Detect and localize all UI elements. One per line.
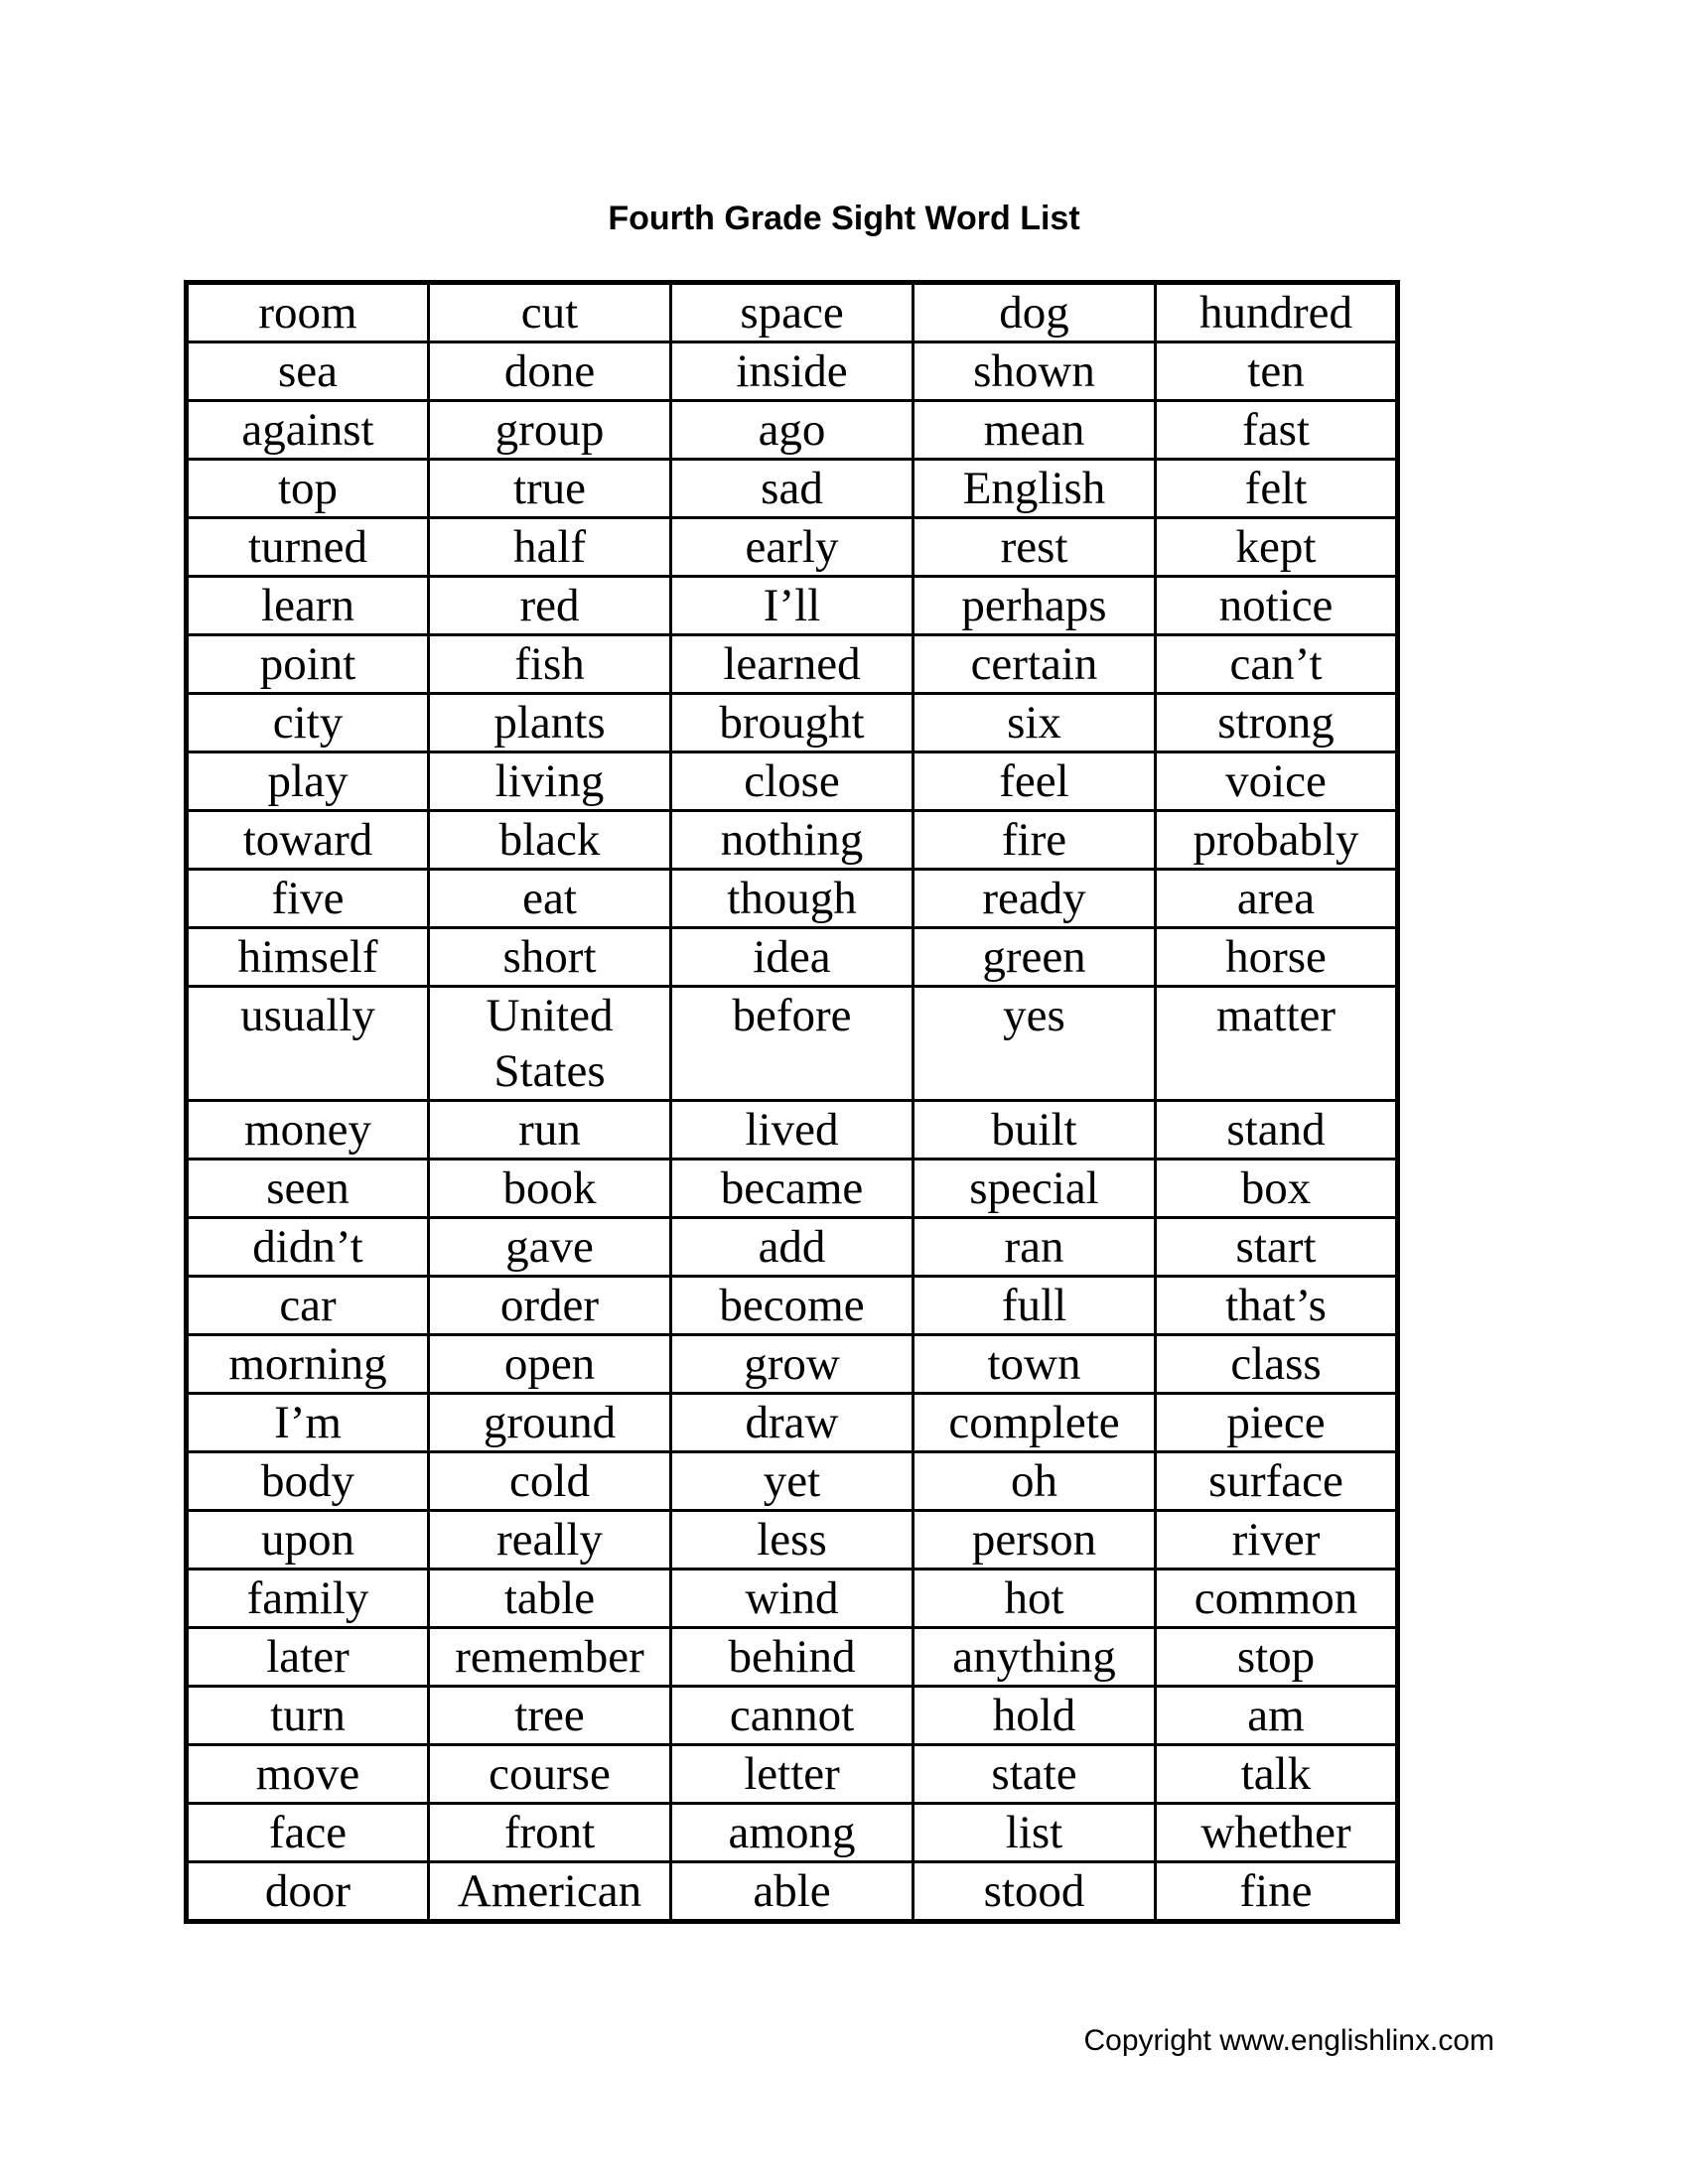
word-cell: table xyxy=(429,1570,671,1628)
table-row xyxy=(187,1101,1398,1160)
word-cell: kept xyxy=(1156,518,1398,577)
word-cell: whether xyxy=(1156,1804,1398,1862)
word-cell: money xyxy=(187,1101,429,1160)
word-cell: play xyxy=(187,752,429,811)
word-cell: that’s xyxy=(1156,1277,1398,1335)
word-cell: voice xyxy=(1156,752,1398,811)
word-cell: list xyxy=(914,1804,1156,1862)
word-cell: group xyxy=(429,401,671,460)
word-cell: didn’t xyxy=(187,1218,429,1277)
word-cell: idea xyxy=(671,928,914,987)
word-cell: can’t xyxy=(1156,635,1398,694)
table-row xyxy=(187,460,1398,518)
word-cell: later xyxy=(187,1628,429,1687)
table-row xyxy=(187,1160,1398,1218)
word-cell: open xyxy=(429,1335,671,1394)
table-row xyxy=(187,635,1398,694)
word-cell: person xyxy=(914,1511,1156,1570)
word-cell: river xyxy=(1156,1511,1398,1570)
table-row xyxy=(187,1511,1398,1570)
word-cell: cannot xyxy=(671,1687,914,1745)
word-cell: hot xyxy=(914,1570,1156,1628)
table-row xyxy=(187,694,1398,752)
word-cell: car xyxy=(187,1277,429,1335)
word-cell: seen xyxy=(187,1160,429,1218)
word-cell: tree xyxy=(429,1687,671,1745)
word-cell: green xyxy=(914,928,1156,987)
table-row xyxy=(187,1394,1398,1452)
word-cell: feel xyxy=(914,752,1156,811)
word-cell: among xyxy=(671,1804,914,1862)
table-row xyxy=(187,928,1398,987)
word-cell: built xyxy=(914,1101,1156,1160)
table-row xyxy=(187,1745,1398,1804)
word-cell: wind xyxy=(671,1570,914,1628)
table-row xyxy=(187,342,1398,401)
word-cell: special xyxy=(914,1160,1156,1218)
word-cell: inside xyxy=(671,342,914,401)
word-cell: ten xyxy=(1156,342,1398,401)
table-row xyxy=(187,518,1398,577)
table-row xyxy=(187,577,1398,635)
word-cell: black xyxy=(429,811,671,870)
word-cell: complete xyxy=(914,1394,1156,1452)
sight-word-table xyxy=(184,280,1400,1924)
table-row xyxy=(187,870,1398,928)
word-cell: city xyxy=(187,694,429,752)
word-cell: plants xyxy=(429,694,671,752)
word-cell: before xyxy=(671,987,914,1101)
word-cell: fine xyxy=(1156,1862,1398,1922)
word-cell: ground xyxy=(429,1394,671,1452)
word-cell: really xyxy=(429,1511,671,1570)
word-cell: five xyxy=(187,870,429,928)
word-cell: usually xyxy=(187,987,429,1101)
word-cell: hundred xyxy=(1156,283,1398,342)
word-cell: gave xyxy=(429,1218,671,1277)
table-row xyxy=(187,1218,1398,1277)
table-row xyxy=(187,752,1398,811)
word-cell: point xyxy=(187,635,429,694)
word-cell: start xyxy=(1156,1218,1398,1277)
word-cell: room xyxy=(187,283,429,342)
table-row xyxy=(187,1628,1398,1687)
word-cell: add xyxy=(671,1218,914,1277)
word-cell: less xyxy=(671,1511,914,1570)
word-cell: town xyxy=(914,1335,1156,1394)
word-cell: move xyxy=(187,1745,429,1804)
word-cell: class xyxy=(1156,1335,1398,1394)
word-cell: English xyxy=(914,460,1156,518)
word-cell: half xyxy=(429,518,671,577)
word-cell: box xyxy=(1156,1160,1398,1218)
word-cell: cut xyxy=(429,283,671,342)
sight-word-table-body xyxy=(187,283,1398,1922)
word-cell: stood xyxy=(914,1862,1156,1922)
word-cell: grow xyxy=(671,1335,914,1394)
word-cell: living xyxy=(429,752,671,811)
word-cell: common xyxy=(1156,1570,1398,1628)
table-row xyxy=(187,1804,1398,1862)
word-cell: anything xyxy=(914,1628,1156,1687)
word-cell: I’ll xyxy=(671,577,914,635)
word-cell: fast xyxy=(1156,401,1398,460)
word-cell: shown xyxy=(914,342,1156,401)
word-cell: able xyxy=(671,1862,914,1922)
word-cell: became xyxy=(671,1160,914,1218)
word-cell: ago xyxy=(671,401,914,460)
word-cell: family xyxy=(187,1570,429,1628)
table-row xyxy=(187,1862,1398,1922)
word-cell: am xyxy=(1156,1687,1398,1745)
word-cell: toward xyxy=(187,811,429,870)
word-cell: red xyxy=(429,577,671,635)
word-cell: done xyxy=(429,342,671,401)
word-cell: space xyxy=(671,283,914,342)
word-cell: learn xyxy=(187,577,429,635)
word-cell: area xyxy=(1156,870,1398,928)
word-cell: short xyxy=(429,928,671,987)
word-cell: morning xyxy=(187,1335,429,1394)
word-cell: perhaps xyxy=(914,577,1156,635)
word-cell: brought xyxy=(671,694,914,752)
word-cell: probably xyxy=(1156,811,1398,870)
table-row xyxy=(187,283,1398,342)
word-cell: order xyxy=(429,1277,671,1335)
table-row xyxy=(187,987,1398,1101)
word-cell: felt xyxy=(1156,460,1398,518)
word-cell: become xyxy=(671,1277,914,1335)
word-cell: himself xyxy=(187,928,429,987)
word-cell: lived xyxy=(671,1101,914,1160)
word-cell: talk xyxy=(1156,1745,1398,1804)
table-row xyxy=(187,1277,1398,1335)
table-row xyxy=(187,1335,1398,1394)
word-cell: yet xyxy=(671,1452,914,1511)
copyright-text: Copyright www.englishlinx.com xyxy=(1083,2024,1494,2057)
word-cell: matter xyxy=(1156,987,1398,1101)
word-cell: strong xyxy=(1156,694,1398,752)
word-cell: eat xyxy=(429,870,671,928)
word-cell: body xyxy=(187,1452,429,1511)
word-cell: against xyxy=(187,401,429,460)
table-row xyxy=(187,1452,1398,1511)
word-cell: sea xyxy=(187,342,429,401)
word-cell: course xyxy=(429,1745,671,1804)
word-cell: upon xyxy=(187,1511,429,1570)
word-cell: dog xyxy=(914,283,1156,342)
word-cell: early xyxy=(671,518,914,577)
word-cell: draw xyxy=(671,1394,914,1452)
word-cell: behind xyxy=(671,1628,914,1687)
word-cell: ran xyxy=(914,1218,1156,1277)
word-cell: notice xyxy=(1156,577,1398,635)
word-cell: fire xyxy=(914,811,1156,870)
word-cell: surface xyxy=(1156,1452,1398,1511)
word-cell: turned xyxy=(187,518,429,577)
word-cell: front xyxy=(429,1804,671,1862)
word-cell: stop xyxy=(1156,1628,1398,1687)
word-cell: oh xyxy=(914,1452,1156,1511)
word-cell: true xyxy=(429,460,671,518)
word-cell: mean xyxy=(914,401,1156,460)
word-cell: close xyxy=(671,752,914,811)
table-row xyxy=(187,811,1398,870)
table-row xyxy=(187,1687,1398,1745)
word-cell: face xyxy=(187,1804,429,1862)
word-cell: nothing xyxy=(671,811,914,870)
word-cell: remember xyxy=(429,1628,671,1687)
word-cell: cold xyxy=(429,1452,671,1511)
word-cell: run xyxy=(429,1101,671,1160)
word-cell: learned xyxy=(671,635,914,694)
word-cell: state xyxy=(914,1745,1156,1804)
word-cell: fish xyxy=(429,635,671,694)
word-cell: turn xyxy=(187,1687,429,1745)
word-cell: piece xyxy=(1156,1394,1398,1452)
word-cell: ready xyxy=(914,870,1156,928)
word-cell: horse xyxy=(1156,928,1398,987)
word-cell: stand xyxy=(1156,1101,1398,1160)
word-cell: United States xyxy=(429,987,671,1101)
table-row xyxy=(187,401,1398,460)
word-cell: letter xyxy=(671,1745,914,1804)
word-cell: door xyxy=(187,1862,429,1922)
word-cell: hold xyxy=(914,1687,1156,1745)
table-row xyxy=(187,1570,1398,1628)
word-cell: though xyxy=(671,870,914,928)
word-cell: book xyxy=(429,1160,671,1218)
word-cell: yes xyxy=(914,987,1156,1101)
word-cell: rest xyxy=(914,518,1156,577)
word-cell: top xyxy=(187,460,429,518)
word-cell: six xyxy=(914,694,1156,752)
word-cell: I’m xyxy=(187,1394,429,1452)
word-cell: sad xyxy=(671,460,914,518)
word-cell: certain xyxy=(914,635,1156,694)
word-cell: American xyxy=(429,1862,671,1922)
word-cell: full xyxy=(914,1277,1156,1335)
page-title: Fourth Grade Sight Word List xyxy=(608,200,1080,237)
